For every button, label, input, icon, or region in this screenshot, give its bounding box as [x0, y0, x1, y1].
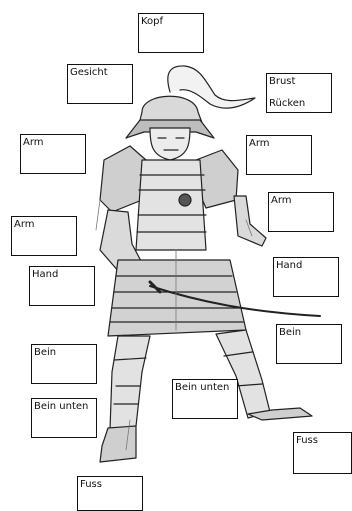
label-bein-text: Bein	[34, 347, 57, 358]
label-kopf-text: Kopf	[141, 16, 164, 27]
label-fuss-right	[293, 432, 352, 474]
label-bein-right	[276, 324, 342, 364]
label-arm-text: Arm	[23, 137, 44, 148]
label-hand-text: Hand	[276, 260, 303, 271]
left-leg	[110, 336, 150, 430]
label-arm-text: Arm	[249, 138, 270, 149]
face	[150, 128, 190, 160]
chest-armor	[136, 160, 206, 250]
label-gesicht-text: Gesicht	[70, 67, 108, 78]
label-arm-left-lower	[11, 216, 77, 256]
left-foot	[100, 426, 136, 462]
label-fuss-bottom	[77, 476, 143, 511]
label-brust-text: Brust	[269, 76, 296, 87]
label-bein-unten-left	[31, 398, 97, 438]
label-bein-text: Bein	[279, 327, 302, 338]
label-arm-text: Arm	[271, 195, 292, 206]
label-bein-unten-center	[172, 379, 238, 419]
label-brust-ruecken	[266, 73, 332, 113]
label-arm-text: Arm	[14, 219, 35, 230]
label-bein-left	[31, 344, 97, 384]
label-fuss-text: Fuss	[80, 479, 102, 490]
label-hand-right	[273, 257, 339, 297]
waist-armor	[108, 260, 246, 336]
right-arm	[234, 196, 266, 246]
label-fuss-text: Fuss	[296, 435, 318, 446]
label-arm-left-upper	[20, 134, 86, 174]
label-ruecken-text: Rücken	[269, 98, 306, 109]
label-bein-unten-text: Bein unten	[34, 401, 89, 412]
label-bein-unten-text: Bein unten	[175, 382, 230, 393]
label-arm-right-lower	[268, 192, 334, 232]
label-kopf	[138, 13, 204, 53]
label-gesicht	[67, 64, 133, 104]
label-hand-left	[29, 266, 95, 306]
label-hand-text: Hand	[32, 269, 59, 280]
label-arm-right-upper	[246, 135, 312, 175]
